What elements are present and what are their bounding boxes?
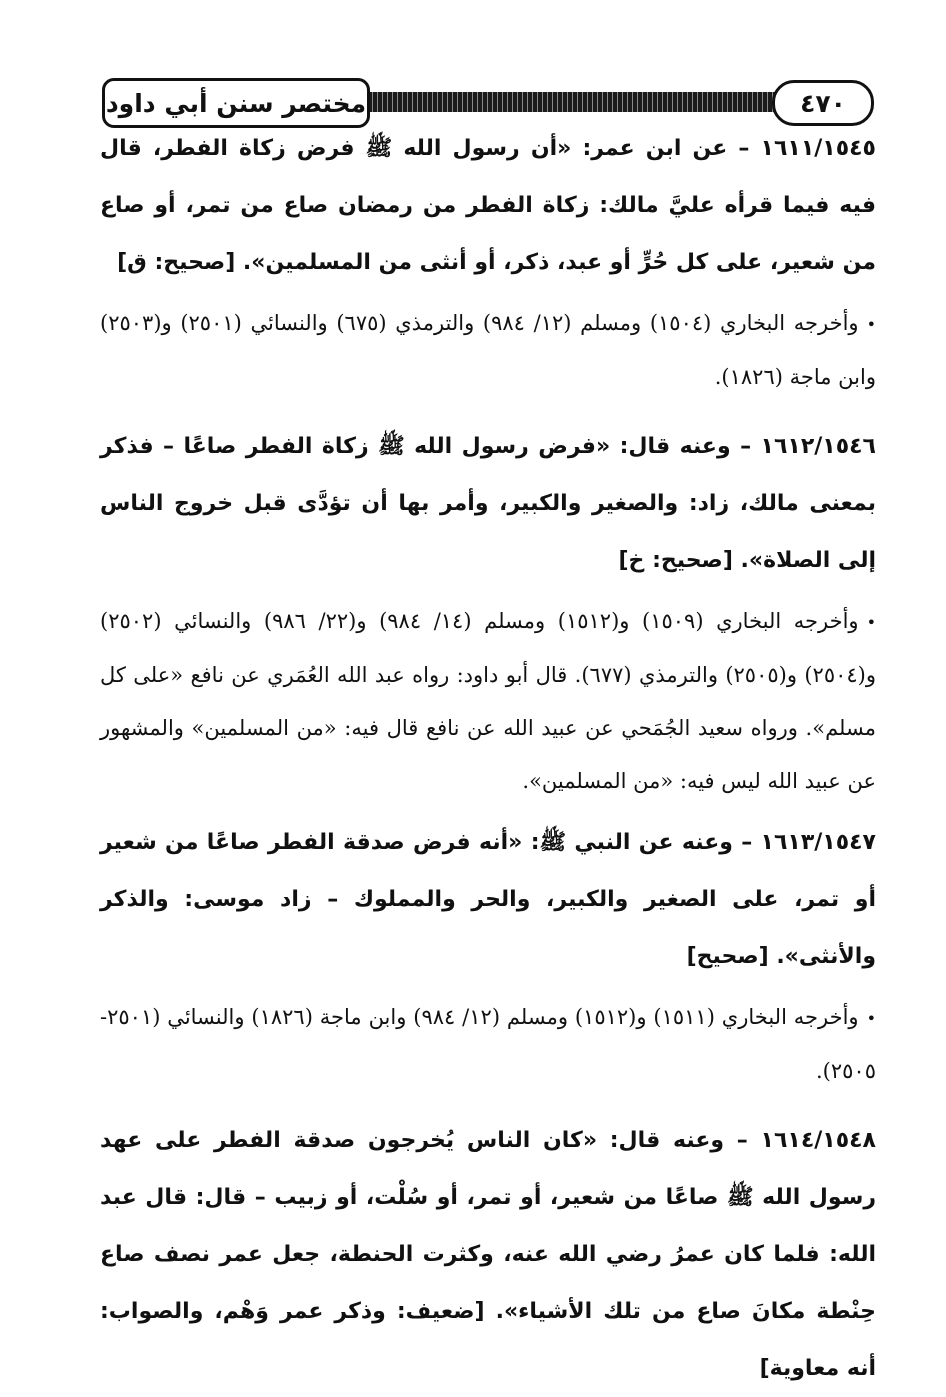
takhrij-text: وأخرجه البخاري (١٥٠٤) ومسلم (١٢/ ٩٨٤) والترمذي (٦٧٥) والنسائي (٢٥٠١) و(٢٥٠٣) وابن ماجة (١٨٢٦). [100, 311, 876, 389]
page-content [100, 120, 876, 1397]
takhrij-text: وأخرجه البخاري (١٥١١) و(١٥١٢) ومسلم (١٢/ ٩٨٤) وابن ماجة (١٨٢٦) والنسائي (٢٥٠١- ٢٥٠٥). [100, 1005, 876, 1083]
hadith-entry: ١٦١٣/١٥٤٧ – وعنه عن النبي ﷺ: «أنه فرض صدقة الفطر صاعًا من شعير أو تمر، على الصغير والكبير، والحر والمملوك – زاد موسى: والذكر والأنثى». [صحيح] [100, 830, 876, 969]
takhrij-text: وأخرجه البخاري (١٥٠٩) و(١٥١٢) ومسلم (١٤/ ٩٨٤) و(٢٢/ ٩٨٦) والنسائي (٢٥٠٢) و(٢٥٠٤) و(٢٥٠٥) والترمذي (٦٧٧). قال أبو داود: رواه عبد الله العُمَري عن نافع «على كل مسلم». ورواه سعيد الجُمَحي عن عبيد الله عن نافع قال فيه: «من المسلمين» والمشهور عن عبيد الله ليس فيه: «من المسلمين». [100, 609, 877, 793]
book-title: مختصر سنن أبي داود [105, 88, 367, 118]
bullet-icon: • [866, 613, 876, 632]
takhrij-note [100, 595, 876, 808]
bullet-icon: • [866, 315, 876, 334]
hadith-entry: ١٦١١/١٥٤٥ – عن ابن عمر: «أن رسول الله ﷺ فرض زكاة الفطر، قال فيه فيما قرأه عليَّ مالك: زكاة الفطر من رمضان صاع من تمر، أو صاع من شعير، على كل حُرٍّ أو عبد، ذكر، أو أنثى من المسلمين». [صحيح: ق] [100, 136, 876, 275]
header-ornament-bar [360, 92, 816, 112]
takhrij-note [100, 297, 876, 404]
bullet-icon: • [866, 1009, 877, 1028]
page-number: ٤٧٠ [800, 88, 846, 118]
takhrij-note [100, 991, 876, 1098]
hadith-entry: ١٦١٤/١٥٤٨ – وعنه قال: «كان الناس يُخرجون صدقة الفطر على عهد رسول الله ﷺ صاعًا من شعير، أو تمر، أو سُلْت، أو زبيب – قال: قال عبد الله: فلما كان عمرُ رضي الله عنه، وكثرت الحنطة، جعل عمر نصف صاع حِنْطة مكانَ صاع من تلك الأشياء». [ضعيف: وذكر عمر وَهْم، والصواب: أنه معاوية] [100, 1128, 876, 1381]
hadith-entry: ١٦١٢/١٥٤٦ – وعنه قال: «فرض رسول الله ﷺ زكاة الفطر صاعًا – فذكر بمعنى مالك، زاد: والصغير والكبير، وأمر بها أن تؤدَّى قبل خروج الناس إلى الصلاة». [صحيح: خ] [100, 434, 876, 573]
